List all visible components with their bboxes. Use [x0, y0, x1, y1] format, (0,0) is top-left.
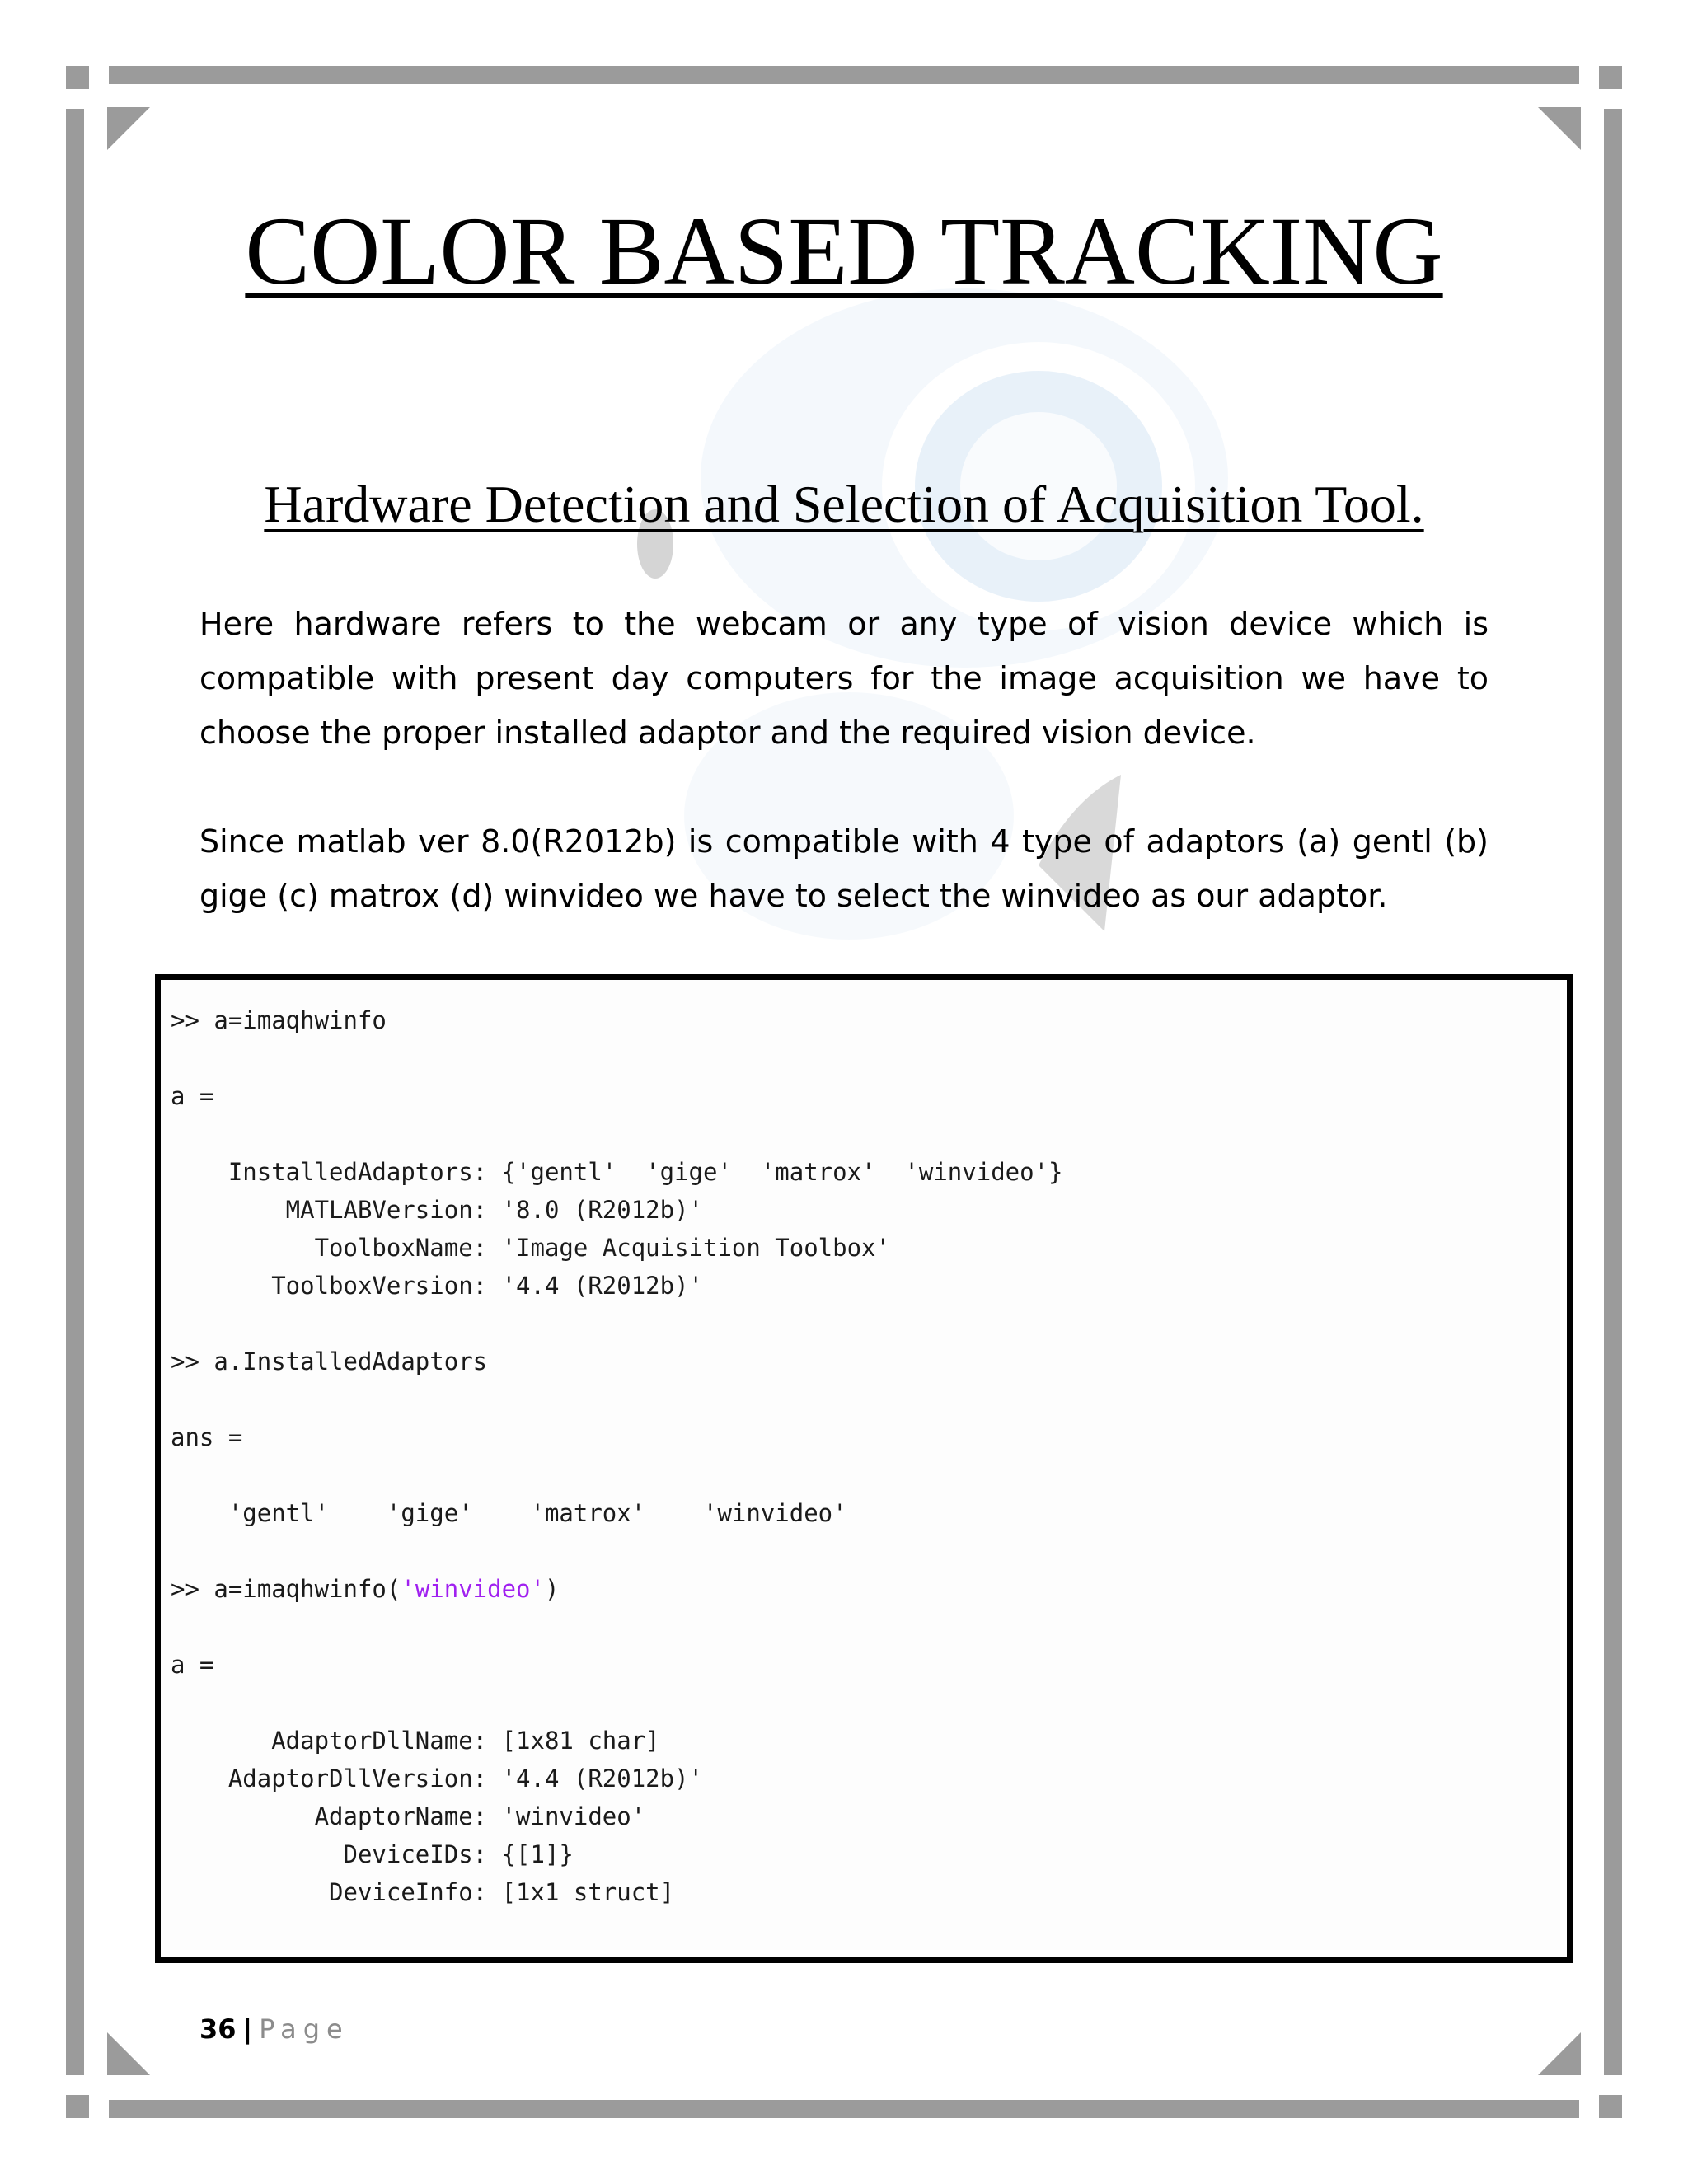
console-line: AdaptorName: 'winvideo' — [171, 1802, 646, 1830]
frame-triangle-tl — [107, 107, 150, 150]
page-number: 36 — [199, 2013, 237, 2045]
console-line — [171, 1380, 1063, 1418]
footer-separator: | — [242, 2013, 253, 2045]
console-line — [171, 1039, 1063, 1077]
page-footer — [199, 2011, 349, 2047]
console-close-paren: ) — [544, 1575, 560, 1603]
frame-left-bar — [66, 109, 84, 2075]
frame-bottom-bar — [109, 2100, 1579, 2118]
console-command: >> a=imaqhwinfo( — [171, 1575, 401, 1603]
console-line: >> a.InstalledAdaptors — [171, 1347, 488, 1376]
console-line: AdaptorDllName: [1x81 char] — [171, 1727, 660, 1755]
console-line: DeviceIDs: {[1]} — [171, 1840, 574, 1868]
console-line: a = — [171, 1082, 214, 1110]
frame-triangle-bl — [107, 2032, 150, 2075]
console-line: AdaptorDllVersion: '4.4 (R2012b)' — [171, 1765, 704, 1793]
section-heading: Hardware Detection and Selection of Acquisition Tool. — [264, 475, 1424, 533]
frame-corner-bl — [66, 2095, 89, 2118]
console-line: InstalledAdaptors: {'gentl' 'gige' 'matrox' 'winvideo'} — [171, 1158, 1063, 1186]
console-line: a = — [171, 1651, 214, 1679]
intro-paragraph: Here hardware refers to the webcam or any type of vision device which is compatible with present day computers for the image acquisition we have to choose the proper installed adaptor and the required vision device. — [199, 606, 1489, 751]
page-label: Page — [259, 2013, 349, 2045]
console-line — [171, 1115, 1063, 1153]
console-line — [171, 1684, 1063, 1722]
console-line: ToolboxName: 'Image Acquisition Toolbox' — [171, 1234, 890, 1262]
frame-corner-tr — [1599, 66, 1622, 89]
console-output — [171, 1001, 1063, 1911]
console-line — [171, 1456, 1063, 1494]
frame-corner-tl — [66, 66, 89, 89]
frame-corner-br — [1599, 2095, 1622, 2118]
matlab-console-screenshot — [155, 974, 1573, 1963]
adaptor-paragraph: Since matlab ver 8.0(R2012b) is compatible with 4 type of adaptors (a) gentl (b) gige (c) matrox (d) winvideo we have to select the winvideo as our adaptor. — [199, 823, 1489, 914]
console-line: DeviceInfo: [1x1 struct] — [171, 1878, 675, 1906]
console-line — [171, 1532, 1063, 1570]
console-line: 'gentl' 'gige' 'matrox' 'winvideo' — [171, 1499, 847, 1527]
frame-top-bar — [109, 66, 1579, 84]
console-line — [171, 1608, 1063, 1646]
frame-triangle-tr — [1538, 107, 1581, 150]
console-line: MATLABVersion: '8.0 (R2012b)' — [171, 1196, 704, 1224]
console-line: >> a=imaqhwinfo — [171, 1006, 387, 1034]
console-line: ans = — [171, 1423, 243, 1451]
console-line-with-string — [171, 1570, 1063, 1608]
console-string-literal: 'winvideo' — [401, 1575, 545, 1603]
page-title: COLOR BASED TRACKING — [245, 197, 1443, 305]
console-line: ToolboxVersion: '4.4 (R2012b)' — [171, 1272, 704, 1300]
console-line — [171, 1305, 1063, 1343]
frame-triangle-br — [1538, 2032, 1581, 2075]
frame-right-bar — [1604, 109, 1622, 2075]
